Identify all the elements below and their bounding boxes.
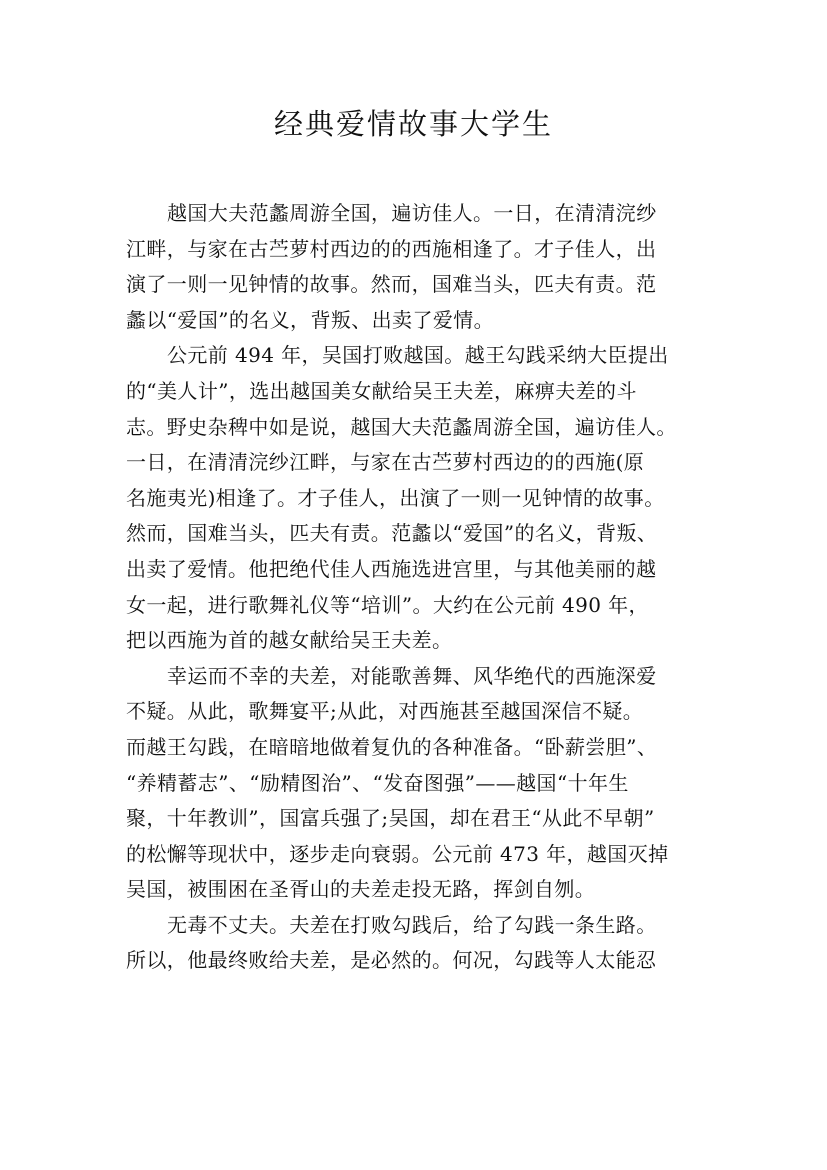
paragraph-line: 的松懈等现状中，逐步走向衰弱。公元前 473 年，越国灭掉	[126, 841, 669, 866]
paragraph-line: 演了一则一见钟情的故事。然而，国难当头，匹夫有责。范	[126, 272, 657, 297]
paragraph-line: “养精蓄志”、“励精图治”、“发奋图强”——越国“十年生	[126, 770, 629, 795]
paragraph-line: 无毒不丈夫。夫差在打败勾践后，给了勾践一条生路。	[167, 912, 657, 937]
paragraph-line: 幸运而不幸的夫差，对能歌善舞、风华绝代的西施深爱	[167, 663, 657, 688]
paragraph-line: 吴国，被围困在圣胥山的夫差走投无路，挥剑自刎。	[126, 877, 596, 902]
paragraph-line: 越国大夫范蠡周游全国，遍访佳人。一日，在清清浣纱	[167, 201, 657, 225]
paragraph-line: 出卖了爱情。他把绝代佳人西施选进宫里，与其他美丽的越	[126, 556, 657, 581]
paragraph-line: 把以西施为首的越女献给吴王夫差。	[126, 628, 453, 653]
paragraph-line: 女一起，进行歌舞礼仪等“培训”。大约在公元前 490 年，	[126, 592, 649, 617]
paragraph-line: 公元前 494 年，吴国打败越国。越王勾践采纳大臣提出	[167, 343, 669, 368]
paragraph-line: 而越王勾践，在暗暗地做着复仇的各种准备。“卧薪尝胆”、	[126, 734, 658, 759]
paragraph-line: 蠡以“爱国”的名义，背叛、出卖了爱情。	[126, 307, 495, 332]
paragraph-line: 的“美人计”，选出越国美女献给吴王夫差，麻痹夫差的斗	[126, 378, 637, 403]
document-title: 经典爱情故事大学生	[273, 107, 553, 141]
paragraph-line: 聚，十年教训”，国富兵强了;吴国，却在君王“从此不早朝”	[126, 806, 655, 831]
paragraph-line: 江畔，与家在古苎萝村西边的的西施相逢了。才子佳人，出	[126, 236, 657, 261]
paragraph-line: 然而，国难当头，匹夫有责。范蠡以“爱国”的名义，背叛、	[126, 521, 658, 546]
paragraph-line: 不疑。从此，歌舞宴平;从此，对西施甚至越国深信不疑。	[126, 699, 644, 724]
paragraph-line: 志。野史杂稗中如是说，越国大夫范蠡周游全国，遍访佳人。	[126, 414, 677, 439]
paragraph-line: 一日，在清清浣纱江畔，与家在古苎萝村西边的的西施(原	[126, 450, 645, 475]
paragraph-line: 所以，他最终败给夫差，是必然的。何况，勾践等人太能忍	[126, 948, 657, 973]
document-body	[126, 196, 711, 979]
paragraph-line: 名施夷光)相逢了。才子佳人，出演了一则一见钟情的故事。	[126, 485, 665, 510]
